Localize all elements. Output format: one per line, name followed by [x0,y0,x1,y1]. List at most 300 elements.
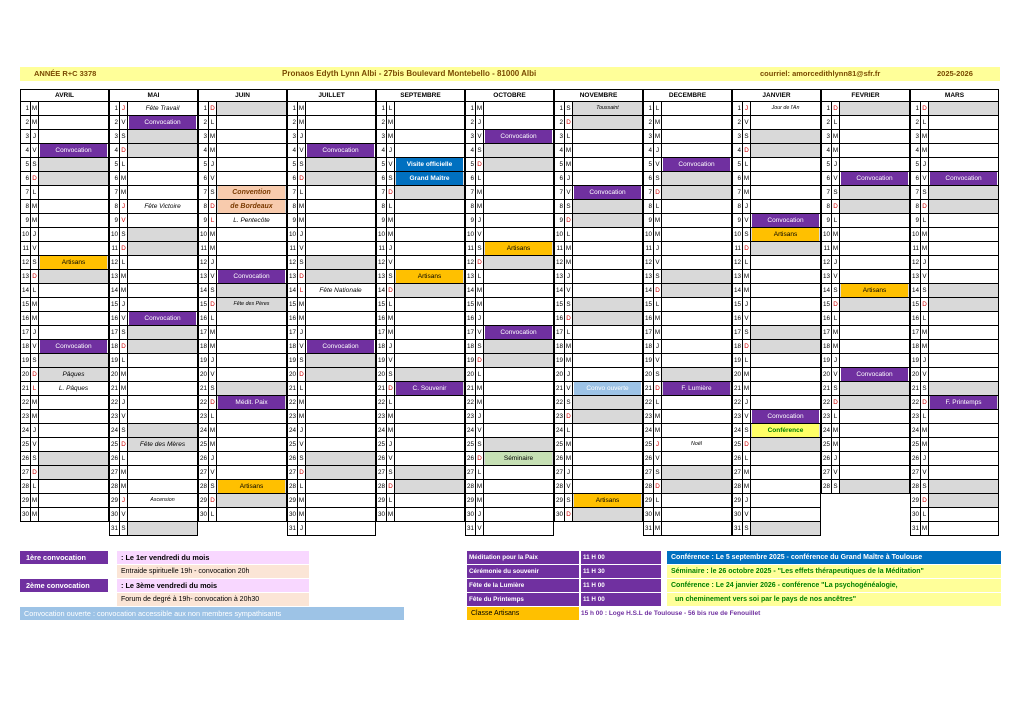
day-row [554,256,643,270]
day-row [821,452,910,466]
day-number: 6 [911,172,921,185]
day-row [910,480,999,494]
day-row [376,228,465,242]
day-number: 8 [21,200,31,213]
day-number: 25 [555,438,565,451]
weekday-letter: D [476,452,484,465]
day-event-cell [484,438,553,451]
event-label: Toussaint [596,105,619,111]
day-event-cell [484,424,553,437]
day-number: 24 [199,424,209,437]
day-number: 15 [288,298,298,311]
day-number: 3 [288,130,298,143]
day-row [198,200,287,214]
day-event-cell [840,340,909,353]
weekday-letter: M [654,424,662,437]
weekday-letter: M [387,228,395,241]
weekday-letter: S [209,284,217,297]
day-event-cell [306,200,375,213]
day-row [821,284,910,298]
event-label: L. Pentecôte [233,217,270,224]
day-number: 30 [466,508,476,521]
day-event-cell [662,326,731,339]
weekday-letter: J [120,200,128,213]
weekday-letter: D [476,158,484,171]
day-row [554,186,643,200]
day-event-cell [217,508,286,521]
day-row [465,228,554,242]
weekday-letter: V [565,480,573,493]
day-row [376,424,465,438]
day-event-cell [128,438,197,451]
weekday-letter: M [921,522,929,535]
weekday-letter: V [31,242,39,255]
day-event-cell [39,144,108,157]
day-event-cell [217,452,286,465]
day-event-cell [217,186,286,199]
day-row [287,228,376,242]
day-number: 5 [733,158,743,171]
weekday-letter: L [387,396,395,409]
day-number: 29 [377,494,387,507]
weekday-letter: L [31,382,39,395]
weekday-letter: D [120,144,128,157]
day-number: 10 [644,228,654,241]
day-event-cell [306,130,375,143]
weekday-letter: M [387,130,395,143]
day-event-cell [395,186,464,199]
day-number: 2 [911,116,921,129]
day-event-cell [484,144,553,157]
weekday-letter: L [209,214,217,227]
day-event-cell [662,312,731,325]
day-row [554,312,643,326]
weekday-letter: M [31,396,39,409]
day-row [910,326,999,340]
day-event-cell [39,438,108,451]
day-number: 2 [288,116,298,129]
day-event-cell [39,368,108,381]
day-row [287,326,376,340]
day-row [465,382,554,396]
month-header: JUIN [198,89,287,102]
day-number: 21 [822,382,832,395]
day-number: 12 [644,256,654,269]
day-number: 27 [21,466,31,479]
day-number: 13 [199,270,209,283]
weekday-letter: J [209,256,217,269]
day-number: 9 [733,214,743,227]
day-event-cell [662,116,731,129]
weekday-letter: J [31,130,39,143]
day-row [643,424,732,438]
day-row [732,186,821,200]
day-row [20,186,109,200]
day-row [465,438,554,452]
weekday-letter: D [743,242,751,255]
day-row [465,144,554,158]
day-row [643,228,732,242]
weekday-letter: J [476,508,484,521]
day-event-cell [128,480,197,493]
day-row [732,396,821,410]
day-row [376,186,465,200]
day-number: 26 [288,452,298,465]
day-number: 28 [110,480,120,493]
day-row [198,144,287,158]
weekday-letter: L [921,116,929,129]
day-row [287,508,376,522]
weekday-letter: S [921,382,929,395]
day-row [910,466,999,480]
day-row [465,326,554,340]
day-row [109,452,198,466]
day-event-cell [840,172,909,185]
weekday-letter: M [31,410,39,423]
weekday-letter: V [832,172,840,185]
day-row [821,130,910,144]
day-event-cell [484,298,553,311]
day-event-cell [573,158,642,171]
day-row [20,368,109,382]
day-event-cell [306,452,375,465]
day-event-cell [484,228,553,241]
day-event-cell [484,242,553,255]
day-row [109,144,198,158]
day-event-cell [662,284,731,297]
day-number: 14 [822,284,832,297]
day-event-cell [573,298,642,311]
day-number: 9 [110,214,120,227]
day-event-cell [128,382,197,395]
day-number: 1 [555,102,565,115]
weekday-letter: L [654,102,662,115]
day-number: 28 [644,480,654,493]
day-event-cell [484,354,553,367]
day-number: 14 [911,284,921,297]
weekday-letter: V [209,466,217,479]
day-event-cell [573,186,642,199]
day-number: 14 [288,284,298,297]
day-number: 23 [288,410,298,423]
weekday-letter: M [743,382,751,395]
day-row [643,270,732,284]
event-label: Convo ouverte [574,382,641,395]
day-event-cell [929,172,998,185]
day-event-cell [929,368,998,381]
weekday-letter: M [832,424,840,437]
event-label: Conférence [752,424,819,437]
day-number: 18 [110,340,120,353]
day-row [198,354,287,368]
day-row [198,284,287,298]
day-number: 22 [21,396,31,409]
weekday-letter: M [476,396,484,409]
event-label: Convocation [485,130,552,143]
day-number: 21 [21,382,31,395]
day-number: 8 [466,200,476,213]
day-number: 26 [733,452,743,465]
day-row [376,396,465,410]
day-number: 7 [733,186,743,199]
weekday-letter: M [31,116,39,129]
day-number: 18 [911,340,921,353]
day-number: 9 [377,214,387,227]
day-number: 25 [377,438,387,451]
weekday-letter: M [120,186,128,199]
weekday-letter: M [654,214,662,227]
day-number: 24 [822,424,832,437]
day-number: 9 [555,214,565,227]
weekday-letter: D [209,494,217,507]
day-row [732,298,821,312]
weekday-letter: M [565,158,573,171]
weekday-letter: S [565,396,573,409]
day-event-cell [395,466,464,479]
day-event-cell [929,508,998,521]
day-number: 22 [110,396,120,409]
day-row [554,158,643,172]
weekday-letter: S [743,130,751,143]
day-event-cell [840,438,909,451]
day-event-cell [217,424,286,437]
weekday-letter: L [743,158,751,171]
day-row [287,452,376,466]
day-event-cell [840,214,909,227]
weekday-letter: J [743,200,751,213]
weekday-letter: J [743,396,751,409]
day-event-cell [840,312,909,325]
weekday-letter: D [209,200,217,213]
weekday-letter: S [654,270,662,283]
day-event-cell [217,298,286,311]
weekday-letter: M [921,144,929,157]
weekday-letter: M [120,284,128,297]
day-number: 13 [822,270,832,283]
event-label: Convocation [129,312,196,325]
weekday-letter: M [565,242,573,255]
day-row [910,102,999,116]
weekday-letter: J [298,228,306,241]
day-row [198,102,287,116]
day-row [910,522,999,536]
weekday-letter: L [387,102,395,115]
day-row [554,270,643,284]
weekday-letter: J [565,368,573,381]
day-event-cell [751,466,820,479]
day-event-cell [306,284,375,297]
weekday-letter: S [209,382,217,395]
day-event-cell [929,452,998,465]
day-number: 8 [199,200,209,213]
weekday-letter: J [832,354,840,367]
weekday-letter: M [476,298,484,311]
day-row [821,424,910,438]
day-row [109,186,198,200]
weekday-letter: S [476,144,484,157]
day-row [554,508,643,522]
weekday-letter: V [120,508,128,521]
weekday-letter: M [743,270,751,283]
day-row [376,326,465,340]
weekday-letter: V [387,452,395,465]
weekday-letter: D [387,480,395,493]
day-row [910,116,999,130]
day-event-cell [395,410,464,423]
day-row [109,158,198,172]
weekday-letter: L [209,312,217,325]
day-event-cell [840,158,909,171]
day-row [821,116,910,130]
day-event-cell [751,452,820,465]
weekday-letter: D [209,102,217,115]
day-row [732,158,821,172]
day-row [554,228,643,242]
day-row [109,508,198,522]
day-number: 31 [288,522,298,535]
event-label: Convocation [40,144,107,157]
weekday-letter: M [209,144,217,157]
day-event-cell [484,382,553,395]
day-number: 26 [110,452,120,465]
weekday-letter: V [743,214,751,227]
day-number: 14 [644,284,654,297]
event-label: Convocation [752,214,819,227]
weekday-letter: J [654,438,662,451]
seminar-note: Séminaire : le 26 octobre 2025 - "Les effets thérapeutiques de la Méditation" [667,565,1001,578]
day-event-cell [573,410,642,423]
weekday-letter: M [387,508,395,521]
day-event-cell [39,340,108,353]
weekday-letter: S [209,186,217,199]
weekday-letter: M [654,326,662,339]
weekday-letter: J [476,116,484,129]
day-number: 11 [288,242,298,255]
weekday-letter: V [654,354,662,367]
weekday-letter: M [565,354,573,367]
email-address[interactable]: courriel: amorcedithlynn81@sfr.fr [760,69,881,78]
day-number: 10 [733,228,743,241]
day-event-cell [840,102,909,115]
day-number: 15 [377,298,387,311]
day-event-cell [929,326,998,339]
day-number: 6 [199,172,209,185]
weekday-letter: J [476,214,484,227]
day-number: 28 [377,480,387,493]
day-event-cell [751,326,820,339]
day-number: 26 [199,452,209,465]
day-row [732,116,821,130]
weekday-letter: L [743,256,751,269]
day-event-cell [39,508,108,521]
day-row [732,326,821,340]
day-row [643,116,732,130]
day-number: 15 [822,298,832,311]
weekday-letter: S [387,368,395,381]
day-event-cell [751,116,820,129]
day-row [910,452,999,466]
weekday-letter: M [298,298,306,311]
day-row [109,424,198,438]
day-number: 6 [377,172,387,185]
day-number: 6 [822,172,832,185]
weekday-letter: M [832,144,840,157]
day-number: 24 [110,424,120,437]
day-row [376,354,465,368]
day-number: 16 [199,312,209,325]
day-event-cell [662,340,731,353]
day-number: 20 [733,368,743,381]
day-number: 17 [21,326,31,339]
day-event-cell [39,396,108,409]
weekday-letter: D [921,102,929,115]
weekday-letter: S [298,256,306,269]
day-row [198,298,287,312]
day-row [109,102,198,116]
day-number: 15 [199,298,209,311]
weekday-letter: V [476,326,484,339]
day-number: 3 [199,130,209,143]
day-number: 13 [466,270,476,283]
day-event-cell [929,312,998,325]
day-row [376,200,465,214]
day-event-cell [306,312,375,325]
day-row [376,452,465,466]
year-label: ANNÉE R+C 3378 [34,69,97,78]
day-event-cell [128,396,197,409]
day-event-cell [840,284,909,297]
day-number: 17 [733,326,743,339]
day-row [465,452,554,466]
weekday-letter: D [832,200,840,213]
weekday-letter: M [31,200,39,213]
day-row [376,494,465,508]
day-event-cell [306,368,375,381]
day-row [554,396,643,410]
day-number: 26 [377,452,387,465]
day-event-cell [751,508,820,521]
weekday-letter: S [921,186,929,199]
weekday-letter: M [31,508,39,521]
day-event-cell [128,242,197,255]
day-row [465,242,554,256]
day-number: 19 [377,354,387,367]
day-number: 19 [644,354,654,367]
day-event-cell [840,354,909,367]
weekday-letter: V [120,312,128,325]
month-header: SEPTEMBRE [376,89,465,102]
weekday-letter: J [565,270,573,283]
day-row [910,144,999,158]
day-event-cell [573,270,642,283]
day-event-cell [929,438,998,451]
event-label: Artisans [752,228,819,241]
day-number: 14 [466,284,476,297]
day-row [465,298,554,312]
day-event-cell [306,494,375,507]
day-event-cell [128,424,197,437]
day-row [287,382,376,396]
day-number: 10 [199,228,209,241]
event-label: Fête des Pères [233,301,270,307]
weekday-letter: L [298,284,306,297]
day-number: 27 [466,466,476,479]
day-event-cell [840,326,909,339]
weekday-letter: M [921,130,929,143]
day-number: 28 [733,480,743,493]
weekday-letter: D [298,368,306,381]
day-event-cell [573,396,642,409]
